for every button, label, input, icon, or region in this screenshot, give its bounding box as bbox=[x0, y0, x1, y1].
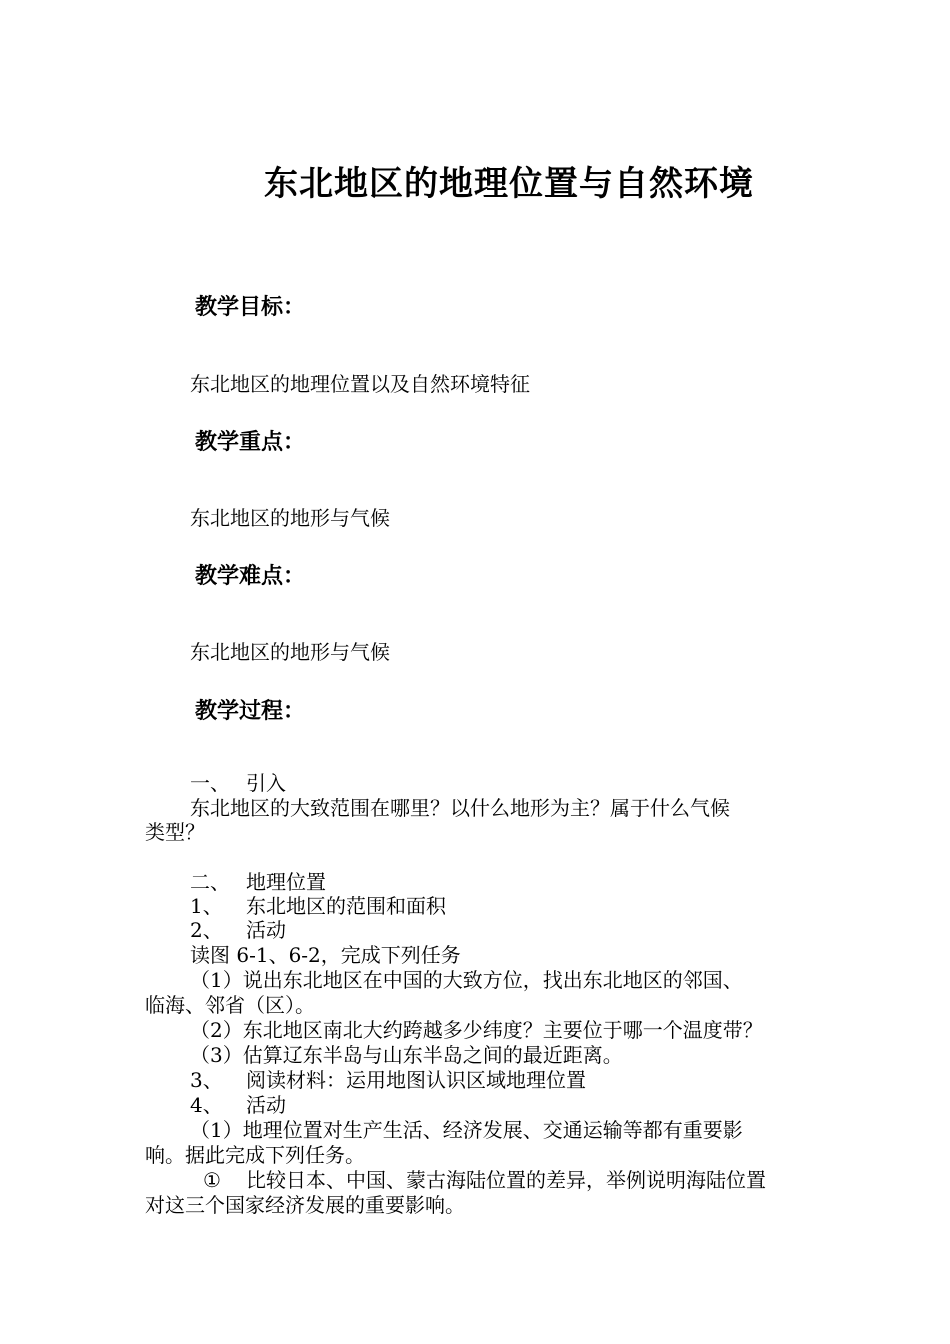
compare-item-line-2: 对这三个国家经济发展的重要影响。 bbox=[145, 1193, 465, 1217]
item-2-number: 2、 bbox=[190, 918, 223, 942]
section-1-number: 一、 bbox=[190, 771, 230, 795]
task-1-line-1: （1）说出东北地区在中国的大致方位，找出东北地区的邻国、 bbox=[190, 968, 743, 992]
list-item bbox=[190, 894, 446, 918]
list-item bbox=[190, 1068, 586, 1092]
item-1-text: 东北地区的范围和面积 bbox=[246, 894, 446, 918]
section-1-question-line-2: 类型？ bbox=[145, 820, 205, 844]
goal-heading: 教学目标： bbox=[195, 294, 306, 320]
item-4-text: 活动 bbox=[246, 1093, 286, 1117]
section-1-question-line-1: 东北地区的大致范围在哪里？以什么地形为主？属于什么气候 bbox=[190, 796, 730, 820]
page-title: 东北地区的地理位置与自然环境 bbox=[264, 164, 754, 204]
compare-item-text: 比较日本、中国、蒙古海陆位置的差异，举例说明海陆位置 bbox=[246, 1168, 766, 1192]
section-1-heading bbox=[190, 771, 286, 795]
activity-1-line-2: 响。据此完成下列任务。 bbox=[145, 1143, 365, 1167]
difficulty-text: 东北地区的地形与气候 bbox=[190, 640, 390, 664]
goal-text: 东北地区的地理位置以及自然环境特征 bbox=[190, 372, 530, 396]
task-3: （3）估算辽东半岛与山东半岛之间的最近距离。 bbox=[190, 1043, 623, 1067]
list-item bbox=[190, 918, 286, 942]
section-2-heading bbox=[190, 870, 326, 894]
task-2: （2）东北地区南北大约跨越多少纬度？主要位于哪一个温度带？ bbox=[190, 1018, 763, 1042]
item-3-text: 阅读材料：运用地图认识区域地理位置 bbox=[246, 1068, 586, 1092]
key-text: 东北地区的地形与气候 bbox=[190, 506, 390, 530]
item-4-number: 4、 bbox=[190, 1093, 223, 1117]
item-1-number: 1、 bbox=[190, 894, 223, 918]
list-item bbox=[190, 1093, 286, 1117]
difficulty-heading: 教学难点： bbox=[195, 563, 306, 589]
task-1-line-2: 临海、邻省（区）。 bbox=[145, 993, 315, 1017]
section-2-title: 地理位置 bbox=[246, 870, 326, 894]
process-heading: 教学过程： bbox=[195, 698, 306, 724]
activity-1-line-1: （1）地理位置对生产生活、经济发展、交通运输等都有重要影 bbox=[190, 1118, 743, 1142]
compare-item-number: ① bbox=[203, 1168, 221, 1192]
item-3-number: 3、 bbox=[190, 1068, 223, 1092]
compare-item-line-1 bbox=[203, 1168, 766, 1192]
key-heading: 教学重点： bbox=[195, 429, 306, 455]
section-1-title: 引入 bbox=[246, 771, 286, 795]
item-2-intro: 读图 6-1、6-2，完成下列任务 bbox=[190, 943, 461, 967]
section-2-number: 二、 bbox=[190, 870, 230, 894]
item-2-text: 活动 bbox=[246, 918, 286, 942]
